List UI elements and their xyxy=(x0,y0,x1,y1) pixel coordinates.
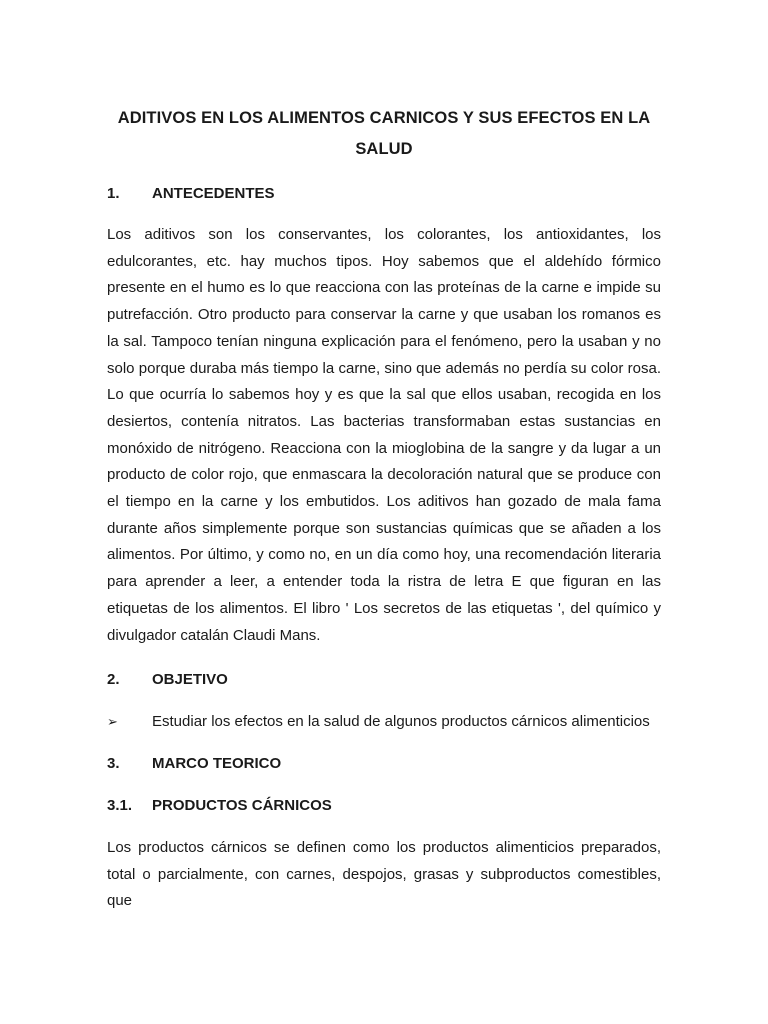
section-heading-marco-teorico xyxy=(107,754,281,774)
arrow-bullet-icon: ➢ xyxy=(107,714,118,729)
section-label: PRODUCTOS CÁRNICOS xyxy=(152,797,332,814)
document-title: ADITIVOS EN LOS ALIMENTOS CARNICOS Y SUS EFECTOS EN LA SALUD xyxy=(117,109,651,158)
bullet-text: Estudiar los efectos en la salud de algunos productos cárnicos alimenticios xyxy=(152,713,650,730)
section-label: MARCO TEORICO xyxy=(152,755,282,772)
section-number: 2. xyxy=(107,671,120,688)
antecedentes-paragraph: Los aditivos son los conservantes, los colorantes, los antioxidantes, los edulcorantes, etc. hay muchos tipos. Hoy sabemos que el aldehído fórmico presente en el humo es lo que reacciona con las proteínas de la carne e impide su putrefacción. Otro producto para conservar la carne y que usaban los romanos es la sal. Tampoco tenían ninguna explicación para el fenómeno, pero la usaban y no solo porque duraba más tiempo la carne, sino que además no perdía su color rosa. Lo que ocurría lo sabemos hoy y es que la sal que ellos usaban, recogida en los desiertos, contenía nitratos. Las bacterias transformaban estas sustancias en monóxido de nitrógeno. Reacciona con la mioglobina de la sangre y da lugar a un producto de color rojo, que enmascara la decoloración natural que se produce con el tiempo en la carne y los embutidos. Los aditivos han gozado de mala fama durante años simplemente porque son sustancias químicas que se añaden a los alimentos. Por último, y como no, en un día como hoy, una recomendación literaria para aprender a leer, a entender toda la ristra de letra E que figuran en las etiquetas de los alimentos. El libro ' Los secretos de las etiquetas ', del químico y divulgador catalán Claudi Mans. xyxy=(107,226,661,644)
section-label: OBJETIVO xyxy=(152,671,228,688)
section-label: ANTECEDENTES xyxy=(152,185,275,202)
section-heading-objetivo xyxy=(107,670,228,690)
objetivo-bullet-item xyxy=(107,712,650,732)
productos-paragraph: Los productos cárnicos se definen como los productos alimenticios preparados, total o parcialmente, con carnes, despojos, grasas y subproductos comestibles, que xyxy=(107,839,661,910)
section-number: 1. xyxy=(107,185,120,202)
section-number: 3.1. xyxy=(107,797,133,814)
section-heading-productos-carnicos xyxy=(107,796,332,816)
section-heading-antecedentes xyxy=(107,184,275,204)
section-number: 3. xyxy=(107,755,120,772)
